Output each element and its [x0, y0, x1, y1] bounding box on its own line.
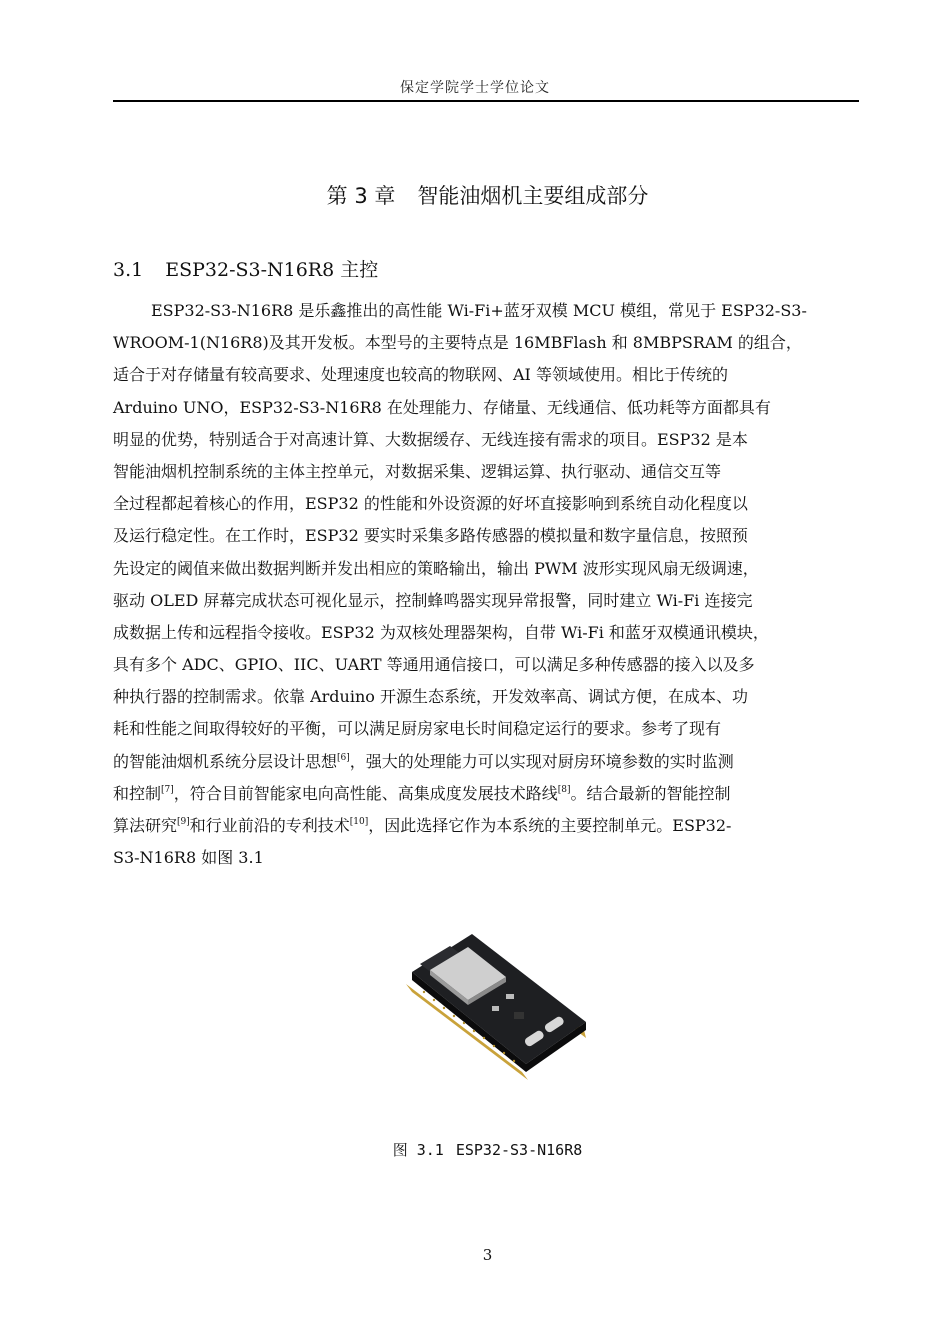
paragraph-line: 适合于对存储量有较高要求、处理速度也较高的物联网、AI 等领域使用。相比于传统的 [113, 365, 728, 385]
text-run: 。结合最新的智能控制 [570, 783, 731, 803]
citation-ref[interactable]: [6] [337, 752, 350, 763]
section-title [113, 255, 378, 282]
paragraph-line: 耗和性能之间取得较好的平衡，可以满足厨房家电长时间稳定运行的要求。参考了现有 [113, 719, 722, 739]
text-run: 算法研究 [113, 816, 178, 835]
paragraph-line: 及运行稳定性。在工作时，ESP32 要实时采集多路传感器的模拟量和数字量信息，按照预 [113, 526, 748, 546]
paragraph-line: 种执行器的控制需求。依靠 Arduino 开源生态系统，开发效率高、调试方便，在成本、功 [113, 687, 748, 707]
figure-caption [0, 1139, 950, 1160]
button-component [506, 994, 514, 999]
chapter-number: 第 3 章 [326, 184, 396, 208]
citation-ref[interactable]: [7] [161, 784, 174, 795]
citation-ref[interactable]: [8] [557, 784, 571, 795]
section-number: 3.1 [113, 259, 144, 281]
paragraph-line: 明显的优势，特别适合于对高速计算、大数据缓存、无线连接有需求的项目。ESP32 是本 [113, 429, 748, 449]
running-header: 保定学院学士学位论文 [400, 80, 550, 96]
paragraph-line: 成数据上传和远程指令接收。ESP32 为双核处理器架构，自带 Wi-Fi 和蓝牙双模通讯模块， [113, 622, 769, 642]
text-run: 和控制 [113, 783, 162, 803]
esp32-board-image [394, 922, 594, 1102]
paragraph-line: WROOM-1(N16R8)及其开发板。本型号的主要特点是 16MBFlash 和 8MBPSRAM 的组合， [113, 333, 802, 353]
figure-label: 图 3.1 [392, 1141, 444, 1159]
citation-ref[interactable]: [10] [349, 817, 369, 827]
citation-ref[interactable]: [9] [177, 817, 190, 827]
paragraph-line: Arduino UNO，ESP32-S3-N16R8 在处理能力、存储量、无线通信、低功耗等方面都具有 [113, 397, 771, 417]
text-run: ，强大的处理能力可以实现对厨房环境参数的实时监测 [349, 751, 734, 771]
section-name: ESP32-S3-N16R8 主控 [165, 259, 379, 281]
paragraph-line [113, 778, 859, 810]
text-run: ，因此选择它作为本系统的主要控制单元。ESP32- [368, 816, 732, 835]
body-paragraph [113, 295, 859, 874]
paragraph-line: S3-N16R8 如图 3.1 [113, 848, 264, 868]
paragraph-line: 智能油烟机控制系统的主体主控单元，对数据采集、逻辑运算、执行驱动、通信交互等 [113, 461, 722, 481]
paragraph-line: 具有多个 ADC、GPIO、IIC、UART 等通用通信接口，可以满足多种传感器的接入以及多 [113, 655, 755, 675]
page-number: 3 [482, 1246, 493, 1264]
paragraph-line [113, 810, 859, 842]
text-run: 的智能油烟机系统分层设计思想 [113, 751, 338, 771]
text-run: ，符合目前智能家电向高性能、高集成度发展技术路线 [173, 783, 558, 803]
chapter-title [0, 180, 950, 210]
header-rule [113, 100, 859, 102]
figure-caption-text: ESP32-S3-N16R8 [455, 1141, 583, 1159]
paragraph-line: 先设定的阈值来做出数据判断并发出相应的策略输出，输出 PWM 波形实现风扇无级调速， [113, 558, 759, 578]
chapter-name: 智能油烟机主要组成部分 [417, 184, 649, 208]
paragraph-line: 驱动 OLED 屏幕完成状态可视化显示，控制蜂鸣器实现异常报警，同时建立 Wi-Fi 连接完 [113, 590, 753, 610]
paragraph-line: 全过程都起着核心的作用，ESP32 的性能和外设资源的好坏直接影响到系统自动化程度以 [113, 494, 748, 514]
ic-chip [514, 1012, 524, 1019]
paragraph-line: ESP32-S3-N16R8 是乐鑫推出的高性能 Wi-Fi+蓝牙双模 MCU 模组，常见于 ESP32-S3- [151, 301, 807, 320]
text-run: 和行业前沿的专利技术 [189, 816, 350, 835]
paragraph-line [113, 746, 859, 778]
button-component [492, 1006, 499, 1011]
